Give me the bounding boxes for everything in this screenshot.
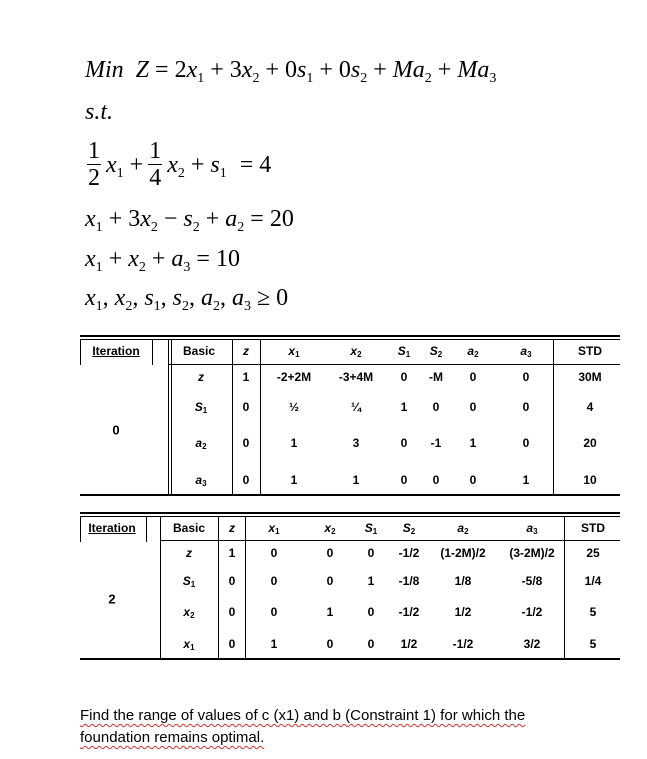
table-cell: 0: [242, 473, 250, 487]
table-cell: (1-2M)/2: [440, 546, 486, 560]
table-cell: 0: [326, 546, 334, 560]
table-rule: [564, 516, 565, 658]
iteration-header: Iteration: [92, 344, 140, 358]
column-header: $S_2$: [402, 521, 416, 536]
table-cell: 0: [469, 370, 477, 384]
constraint-3: $x_1 + x_2 + a_3 = 10$: [85, 246, 240, 275]
table-cell: 0: [242, 400, 250, 414]
table-cell: -5/8: [521, 574, 543, 588]
objective-kind: Min: [85, 57, 124, 83]
column-header: $x_1$: [268, 521, 280, 536]
column-header: $x_2$: [324, 521, 336, 536]
table-cell: 1: [367, 574, 375, 588]
basic-variable: $x_1$: [183, 637, 195, 652]
table-cell: 1: [270, 637, 278, 651]
table-cell: 1: [469, 436, 477, 450]
objective-term: +: [367, 57, 393, 83]
table-cell: 0: [522, 370, 530, 384]
table-cell: 1: [326, 605, 334, 619]
column-header: z: [243, 344, 249, 358]
column-header: $S_1$: [364, 521, 378, 536]
table-cell: 1/2: [400, 637, 418, 651]
table-rule: [146, 516, 147, 542]
table-cell: 1: [522, 473, 530, 487]
column-header: $x_2$: [350, 344, 362, 359]
table-cell: -2+2M: [276, 370, 312, 384]
objective-lhs: Z: [135, 57, 150, 83]
table-cell: ¼: [350, 400, 362, 414]
table-cell: 5: [589, 637, 597, 651]
iteration-header: Iteration: [88, 521, 136, 535]
table-rule: [218, 516, 219, 658]
objective-function: Min $Z = 2x_1 + 3x_2 + 0s_1 + 0s_2 + Ma_2 + Ma_3$: [85, 57, 497, 86]
table-cell: 0: [432, 473, 440, 487]
table-cell: -M: [429, 370, 443, 384]
table-cell: 1: [228, 546, 236, 560]
objective-term: +: [313, 57, 339, 83]
basic-variable: $a_2$: [195, 436, 207, 451]
subject-to-label: s.t.: [85, 99, 114, 125]
table-cell: 0: [469, 473, 477, 487]
table-cell: 1: [352, 473, 360, 487]
constraint-2: $x_1 + 3x_2 - s_2 + a_2 = 20$: [85, 206, 294, 235]
column-header: STD: [581, 521, 605, 535]
table-cell: 0: [400, 370, 408, 384]
table-cell: 0: [367, 605, 375, 619]
table-cell: 5: [589, 605, 597, 619]
objective-term: +: [204, 57, 230, 83]
basic-variable: $S_1$: [194, 400, 208, 415]
fraction-coef-2: $\frac{1}{4}$: [149, 138, 162, 191]
table-cell: 1: [290, 473, 298, 487]
table-cell: 0: [326, 574, 334, 588]
column-header: $a_2$: [467, 344, 479, 359]
table-rule: [160, 516, 161, 658]
column-header: $x_1$: [288, 344, 300, 359]
table-cell: -1/2: [398, 546, 420, 560]
table-cell: 3/2: [523, 637, 541, 651]
table-rule: [80, 512, 620, 514]
table-rule: [80, 516, 81, 542]
column-header: z: [229, 521, 235, 535]
table-cell: 0: [326, 637, 334, 651]
table-cell: 20: [583, 436, 597, 450]
table-cell: 0: [400, 473, 408, 487]
objective-term: +: [259, 57, 285, 83]
column-header: $S_1$: [397, 344, 411, 359]
table-cell: 4: [586, 400, 594, 414]
table-cell: -1/2: [452, 637, 474, 651]
table-cell: 0: [400, 436, 408, 450]
table-cell: -1/2: [521, 605, 543, 619]
column-header: $a_3$: [520, 344, 532, 359]
table-rule: [245, 516, 246, 658]
table-rule: [80, 516, 620, 517]
table-cell: -1: [430, 436, 442, 450]
table-cell: -3+4M: [338, 370, 374, 384]
table-cell: 1/8: [454, 574, 472, 588]
column-header: STD: [578, 344, 602, 358]
table-cell: 1/4: [584, 574, 602, 588]
basic-variable: $a_3$: [195, 473, 207, 488]
table-cell: 3: [352, 436, 360, 450]
table-cell: (3-2M)/2: [509, 546, 555, 560]
column-header: $a_3$: [526, 521, 538, 536]
table-cell: 0: [522, 400, 530, 414]
table-cell: 0: [367, 637, 375, 651]
table-cell: 0: [522, 436, 530, 450]
table-cell: 30M: [578, 370, 602, 384]
iteration-number: 2: [108, 591, 116, 607]
table-cell: -1/8: [398, 574, 420, 588]
basic-header: Basic: [172, 521, 206, 535]
table-cell: 0: [367, 546, 375, 560]
objective-term: +: [431, 57, 458, 83]
table-cell: ½: [288, 400, 300, 414]
iteration-number: 0: [112, 422, 120, 438]
table-cell: 25: [586, 546, 600, 560]
question-text: [80, 705, 580, 749]
table-cell: 0: [270, 605, 278, 619]
table-cell: 0: [432, 400, 440, 414]
question-line-1: Find the range of values of c (x1) and b (Constraint 1) for which the: [80, 707, 526, 724]
column-header: $a_2$: [457, 521, 469, 536]
question-line-2: foundation remains optimal.: [80, 729, 265, 746]
table-cell: 0: [270, 546, 278, 560]
basic-variable: $S_1$: [182, 574, 196, 589]
table-cell: 1/2: [454, 605, 472, 619]
table-cell: 1: [400, 400, 408, 414]
nonnegativity-constraint: $x_1$, $x_2$, $s_1$, $s_2$, $a_2$, $a_3 \ge 0$: [85, 285, 289, 314]
fraction-coef-1: $\frac{1}{2}$: [88, 138, 100, 191]
table-cell: 0: [228, 605, 236, 619]
column-header: $S_2$: [429, 344, 443, 359]
basic-header: Basic: [182, 344, 216, 358]
table-rule: [80, 658, 620, 660]
constraint-1: $\frac{1}{2}$ $x_1$ + $\frac{1}{4}$ $x_2$ + $s_1$ = 4: [88, 138, 272, 191]
table-cell: 0: [270, 574, 278, 588]
table-rule: [160, 540, 620, 541]
basic-variable: z: [198, 370, 204, 384]
table-cell: 1: [290, 436, 298, 450]
table-cell: 0: [242, 436, 250, 450]
table-cell: -1/2: [398, 605, 420, 619]
basic-variable: z: [186, 546, 192, 560]
table-cell: 0: [228, 574, 236, 588]
table-cell: 0: [228, 637, 236, 651]
table-cell: 1: [242, 370, 250, 384]
basic-variable: $x_2$: [183, 605, 195, 620]
table-cell: 0: [469, 400, 477, 414]
table-cell: 10: [583, 473, 597, 487]
